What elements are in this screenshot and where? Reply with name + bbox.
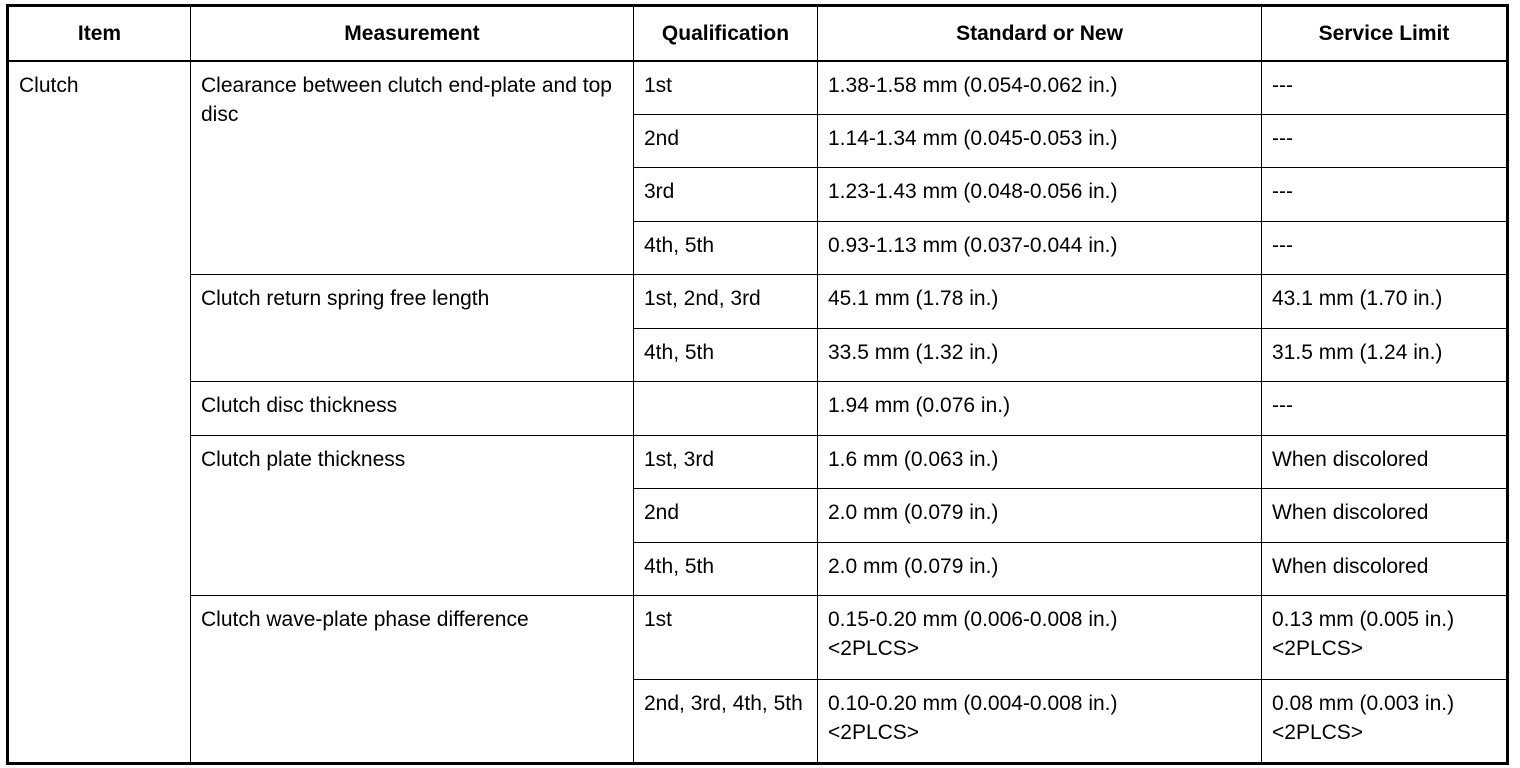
standard-cell: 1.94 mm (0.076 in.) xyxy=(818,382,1262,436)
header-item: Item xyxy=(8,6,191,61)
qualification-cell: 2nd xyxy=(634,489,818,543)
qualification-cell: 1st xyxy=(634,61,818,115)
standard-cell: 0.10-0.20 mm (0.004-0.008 in.) <2PLCS> xyxy=(818,680,1262,764)
header-qualification: Qualification xyxy=(634,6,818,61)
qualification-cell: 1st, 2nd, 3rd xyxy=(634,275,818,329)
standard-cell: 1.6 mm (0.063 in.) xyxy=(818,435,1262,489)
standard-cell: 1.38-1.58 mm (0.054-0.062 in.) xyxy=(818,61,1262,115)
service-limit-cell: --- xyxy=(1262,114,1508,168)
standard-cell: 1.14-1.34 mm (0.045-0.053 in.) xyxy=(818,114,1262,168)
service-limit-cell: --- xyxy=(1262,61,1508,115)
standard-cell: 2.0 mm (0.079 in.) xyxy=(818,489,1262,543)
table-row xyxy=(8,382,1508,436)
qualification-cell: 4th, 5th xyxy=(634,221,818,275)
measurement-cell: Clutch return spring free length xyxy=(191,275,634,382)
qualification-cell: 4th, 5th xyxy=(634,542,818,596)
service-limit-cell: --- xyxy=(1262,168,1508,222)
qualification-cell: 4th, 5th xyxy=(634,328,818,382)
table-row xyxy=(8,435,1508,489)
measurement-cell: Clutch disc thickness xyxy=(191,382,634,436)
measurement-cell: Clutch wave-plate phase difference xyxy=(191,596,634,764)
service-limit-cell: 43.1 mm (1.70 in.) xyxy=(1262,275,1508,329)
table-row xyxy=(8,61,1508,115)
service-limit-cell: --- xyxy=(1262,221,1508,275)
header-measurement: Measurement xyxy=(191,6,634,61)
header-standard: Standard or New xyxy=(818,6,1262,61)
specification-table xyxy=(6,4,1509,765)
measurement-cell: Clearance between clutch end-plate and top disc xyxy=(191,61,634,275)
qualification-cell: 1st xyxy=(634,596,818,680)
item-cell: Clutch xyxy=(8,61,191,764)
header-row xyxy=(8,6,1508,61)
standard-cell: 0.93-1.13 mm (0.037-0.044 in.) xyxy=(818,221,1262,275)
service-limit-cell: When discolored xyxy=(1262,489,1508,543)
standard-cell: 1.23-1.43 mm (0.048-0.056 in.) xyxy=(818,168,1262,222)
qualification-cell: 2nd xyxy=(634,114,818,168)
table-row xyxy=(8,596,1508,680)
qualification-cell xyxy=(634,382,818,436)
service-limit-cell: When discolored xyxy=(1262,435,1508,489)
service-limit-cell: 0.13 mm (0.005 in.) <2PLCS> xyxy=(1262,596,1508,680)
qualification-cell: 3rd xyxy=(634,168,818,222)
standard-cell: 0.15-0.20 mm (0.006-0.008 in.) <2PLCS> xyxy=(818,596,1262,680)
service-limit-cell: --- xyxy=(1262,382,1508,436)
table-row xyxy=(8,275,1508,329)
standard-cell: 2.0 mm (0.079 in.) xyxy=(818,542,1262,596)
standard-cell: 45.1 mm (1.78 in.) xyxy=(818,275,1262,329)
service-limit-cell: When discolored xyxy=(1262,542,1508,596)
service-limit-cell: 0.08 mm (0.003 in.) <2PLCS> xyxy=(1262,680,1508,764)
standard-cell: 33.5 mm (1.32 in.) xyxy=(818,328,1262,382)
qualification-cell: 1st, 3rd xyxy=(634,435,818,489)
service-limit-cell: 31.5 mm (1.24 in.) xyxy=(1262,328,1508,382)
qualification-cell: 2nd, 3rd, 4th, 5th xyxy=(634,680,818,764)
header-service-limit: Service Limit xyxy=(1262,6,1508,61)
measurement-cell: Clutch plate thickness xyxy=(191,435,634,596)
